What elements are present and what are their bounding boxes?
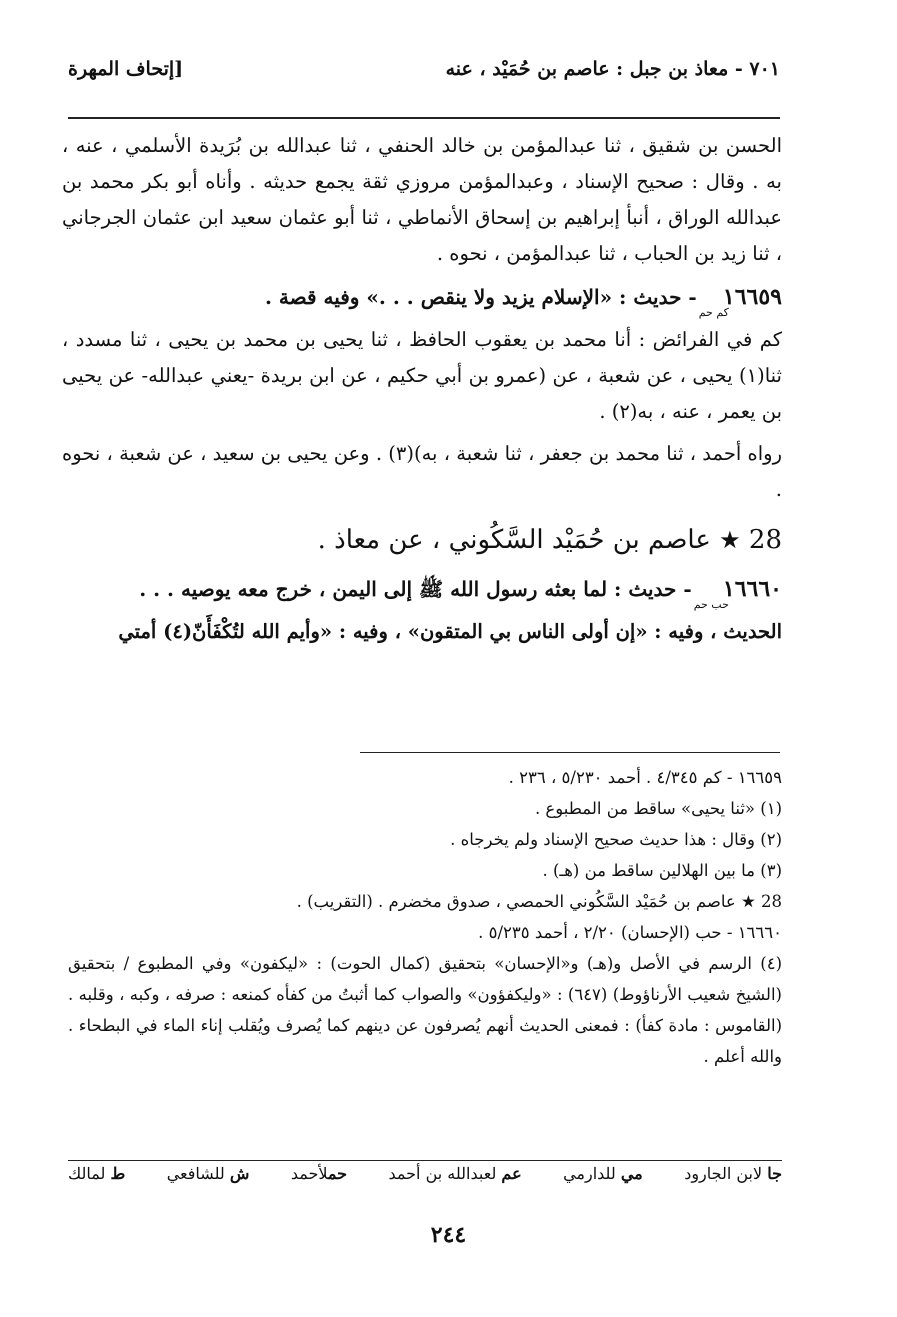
key-abbr: حم xyxy=(327,1164,348,1183)
hadith-siglum: كم حم xyxy=(698,306,729,319)
key-name: لمالك xyxy=(68,1164,106,1183)
star-icon: ★ xyxy=(719,526,741,554)
hadith-16660 xyxy=(62,570,782,612)
header-book-title: [إتحاف المهرة xyxy=(68,58,184,80)
key-abbr: ش xyxy=(229,1164,250,1183)
hadith-text: - حديث : لما بعثه رسول الله ﷺ إلى اليمن ، خرج معه يوصيه . . . xyxy=(139,577,692,601)
key-item xyxy=(684,1164,782,1183)
key-name: للدارمي xyxy=(563,1164,616,1183)
footnote-divider xyxy=(360,752,780,753)
key-item xyxy=(167,1164,250,1183)
hadith-16659 xyxy=(62,278,782,320)
key-name: لعبدالله بن أحمد xyxy=(388,1164,497,1183)
footnote: ١٦٦٦٠ - حب (الإحسان) ٢/٢٠ ، أحمد ٥/٢٣٥ . xyxy=(478,923,782,942)
hadith-number: ١٦٦٦٠ xyxy=(722,576,782,602)
main-text xyxy=(62,128,782,656)
header-title: ٧٠١ - معاذ بن جبل : عاصم بن حُمَيْد ، عنه xyxy=(445,58,780,80)
section-text: عاصم بن حُمَيْد السَّكُوني ، عن معاذ . xyxy=(317,525,711,555)
key-name: للشافعي xyxy=(166,1164,225,1183)
hadith-text: - حديث : «الإسلام يزيد ولا ينقص . . .» وفيه قصة . xyxy=(264,285,697,309)
running-header xyxy=(68,58,780,94)
paragraph-1: الحسن بن شقيق ، ثنا عبدالمؤمن بن خالد الحنفي ، ثنا عبدالله بن بُرَيدة الأسلمي ، عنه ، به . وقال : صحيح الإسناد ، وعبدالمؤمن مروزي ثقة يجمع حديثه . وأناه أبو بكر محمد بن عبدالله الوراق ، أنبأ إبراهيم بن إسحاق الأنماطي ، ثنا أبو عثمان سعيد ابن عثمان الجرجاني ، ثنا زيد بن الحباب ، ثنا عبدالمؤمن ، نحوه . xyxy=(62,134,782,265)
key-item xyxy=(389,1164,522,1183)
key-item xyxy=(68,1164,125,1183)
key-abbr: جا xyxy=(767,1164,782,1183)
hadith-number: ١٦٦٥٩ xyxy=(722,284,782,310)
paragraph-3: رواه أحمد ، ثنا محمد بن جعفر ، ثنا شعبة ، به)(٣) . وعن يحيى بن سعيد ، عن شعبة ، نحوه . xyxy=(62,442,782,501)
key-abbr: ط xyxy=(110,1164,126,1183)
footnote: 28 ★ عاصم بن حُمَيْد السَّكُوني الحمصي ، صدوق مخضرم . (التقريب) . xyxy=(296,892,782,911)
header-divider xyxy=(68,117,780,119)
key-divider xyxy=(68,1160,782,1161)
key-name: لأحمد xyxy=(290,1164,328,1183)
footnote: (٤) الرسم في الأصل و(هـ) و«الإحسان» بتحقيق (كمال الحوت) : «ليكفون» وفي المطبوع / بتحقيق (الشيخ شعيب الأرناؤوط) (٦٤٧) : «وليكفؤون» والصواب كما أثبتُ من كفأه كمنعه : صرفه ، وكبه ، وقلبه . (القاموس : مادة كفأ) : فمعنى الحديث أنهم يُصرفون عن دينهم كما يُصرف ويُقلب إناء الماء في البطحاء . والله أعلم . xyxy=(68,954,782,1066)
key-name: لابن الجارود xyxy=(684,1164,763,1183)
footnote: (٣) ما بين الهلالين ساقط من (هـ) . xyxy=(542,861,782,880)
page-number: ٢٤٤ xyxy=(430,1222,467,1248)
footnote: (٢) وقال : هذا حديث صحيح الإسناد ولم يخرجاه . xyxy=(450,830,782,849)
paragraph-2: كم في الفرائض : أنا محمد بن يعقوب الحافظ ، ثنا يحيى بن محمد بن يحيى ، ثنا مسدد ، ثنا(١) يحيى ، عن شعبة ، عن (عمرو بن أبي حكيم ، عن ابن بريدة -يعني عبدالله- عن يحيى بن يعمر ، عنه ، به(٢) . xyxy=(62,328,782,423)
key-item xyxy=(563,1164,643,1183)
key-item xyxy=(291,1164,347,1183)
key-abbr: عم xyxy=(501,1164,522,1183)
abbreviation-key xyxy=(68,1164,782,1183)
narrator-section-title xyxy=(62,514,782,566)
key-abbr: مي xyxy=(620,1164,643,1183)
footnotes xyxy=(68,762,782,1072)
paragraph-4: الحديث ، وفيه : «إن أولى الناس بي المتقون» ، وفيه : «وأيم الله لتُكْفَأَنّ(٤) أمتي xyxy=(118,620,782,643)
footnote: (١) «ثنا يحيى» ساقط من المطبوع . xyxy=(534,799,782,818)
section-number: 28 xyxy=(748,525,782,555)
hadith-siglum: حب حم xyxy=(693,598,729,611)
footnote: ١٦٦٥٩ - كم ٤/٣٤٥ . أحمد ٥/٢٣٠ ، ٢٣٦ . xyxy=(508,768,782,787)
